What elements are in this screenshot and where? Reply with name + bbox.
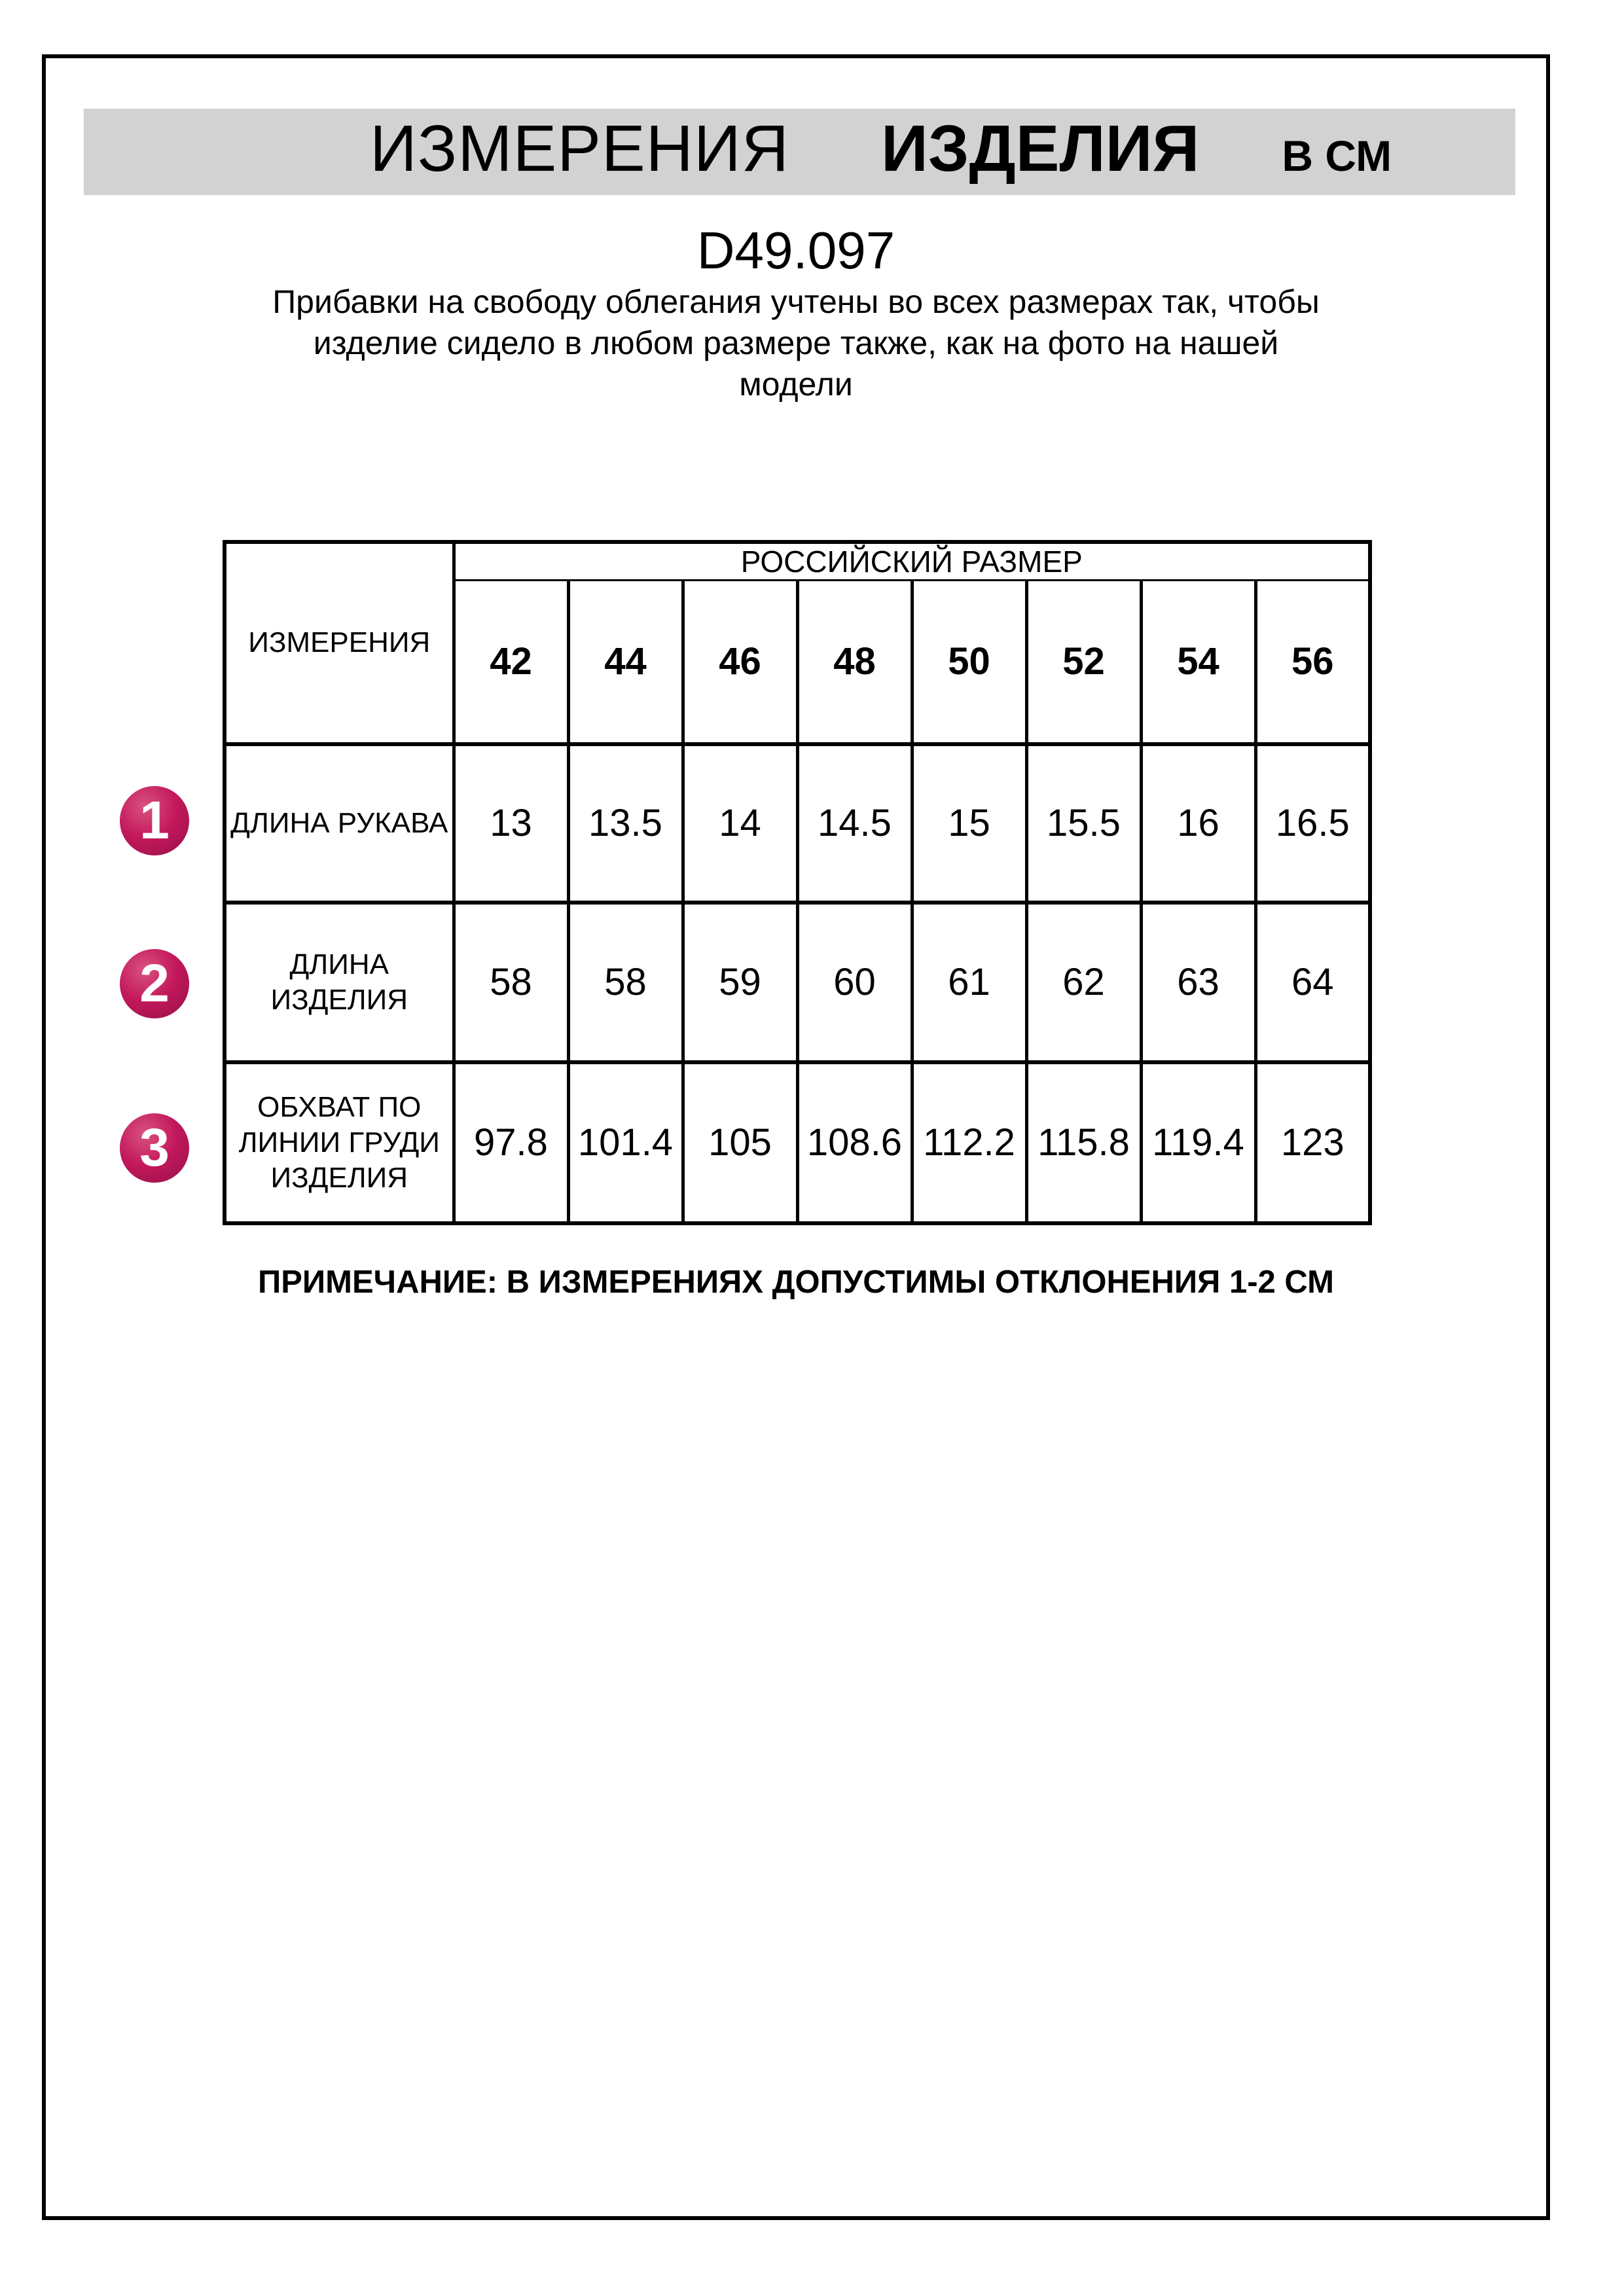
size-system-header: РОССИЙСКИЙ РАЗМЕР — [454, 542, 1370, 581]
cell-value: 123 — [1255, 1062, 1370, 1223]
page-title-unit: В СМ — [1282, 132, 1392, 180]
cell-value: 101.4 — [568, 1062, 683, 1223]
cell-value: 14 — [683, 744, 797, 903]
fit-description-line: Прибавки на свободу облегания учтены во всех размерах так, чтобы — [272, 283, 1320, 320]
row-number-badge-2: 2 — [120, 949, 189, 1018]
fit-description — [42, 281, 1550, 405]
cell-value: 58 — [454, 903, 568, 1062]
cell-value: 112.2 — [912, 1062, 1026, 1223]
cell-value: 108.6 — [797, 1062, 912, 1223]
product-code: D49.097 — [696, 221, 895, 279]
cell-value: 58 — [568, 903, 683, 1062]
tolerance-note: ПРИМЕЧАНИЕ: В ИЗМЕРЕНИЯХ ДОПУСТИМЫ ОТКЛОНЕНИЯ 1-2 СМ — [258, 1265, 1334, 1300]
size-col-header: 44 — [568, 581, 683, 744]
cell-value: 97.8 — [454, 1062, 568, 1223]
cell-value: 16.5 — [1255, 744, 1370, 903]
size-col-header: 54 — [1141, 581, 1255, 744]
title-bar — [84, 109, 1515, 195]
row-number-badge-1: 1 — [120, 786, 189, 855]
row-number-badge-3: 3 — [120, 1113, 189, 1183]
page-title-word-measurements: ИЗМЕРЕНИЯ — [370, 112, 789, 185]
cell-value: 64 — [1255, 903, 1370, 1062]
fit-description-line: изделие сидело в любом размере также, как на фото на нашей — [313, 325, 1279, 361]
size-col-header: 42 — [454, 581, 568, 744]
cell-value: 63 — [1141, 903, 1255, 1062]
cell-value: 60 — [797, 903, 912, 1062]
size-col-header: 50 — [912, 581, 1026, 744]
cell-value: 62 — [1026, 903, 1141, 1062]
size-col-header: 52 — [1026, 581, 1141, 744]
table-row-garment-length — [225, 903, 1370, 1062]
table-row-sleeve-length — [225, 744, 1370, 903]
fit-description-line: модели — [739, 366, 853, 403]
cell-value: 105 — [683, 1062, 797, 1223]
size-table — [223, 540, 1372, 1225]
cell-value: 13 — [454, 744, 568, 903]
cell-value: 61 — [912, 903, 1026, 1062]
row-label: ДЛИНА РУКАВА — [225, 744, 454, 903]
cell-value: 13.5 — [568, 744, 683, 903]
cell-value: 15.5 — [1026, 744, 1141, 903]
size-col-header: 56 — [1255, 581, 1370, 744]
size-col-header: 46 — [683, 581, 797, 744]
cell-value: 115.8 — [1026, 1062, 1141, 1223]
cell-value: 15 — [912, 744, 1026, 903]
row-label: ОБХВАТ ПО ЛИНИИ ГРУДИ ИЗДЕЛИЯ — [225, 1062, 454, 1223]
cell-value: 16 — [1141, 744, 1255, 903]
cell-value: 59 — [683, 903, 797, 1062]
cell-value: 119.4 — [1141, 1062, 1255, 1223]
page-title-word-product: ИЗДЕЛИЯ — [880, 112, 1200, 185]
row-label: ДЛИНА ИЗДЕЛИЯ — [225, 903, 454, 1062]
table-row-chest-girth — [225, 1062, 1370, 1223]
cell-value: 14.5 — [797, 744, 912, 903]
table-corner-header: ИЗМЕРЕНИЯ — [225, 542, 454, 744]
size-col-header: 48 — [797, 581, 912, 744]
